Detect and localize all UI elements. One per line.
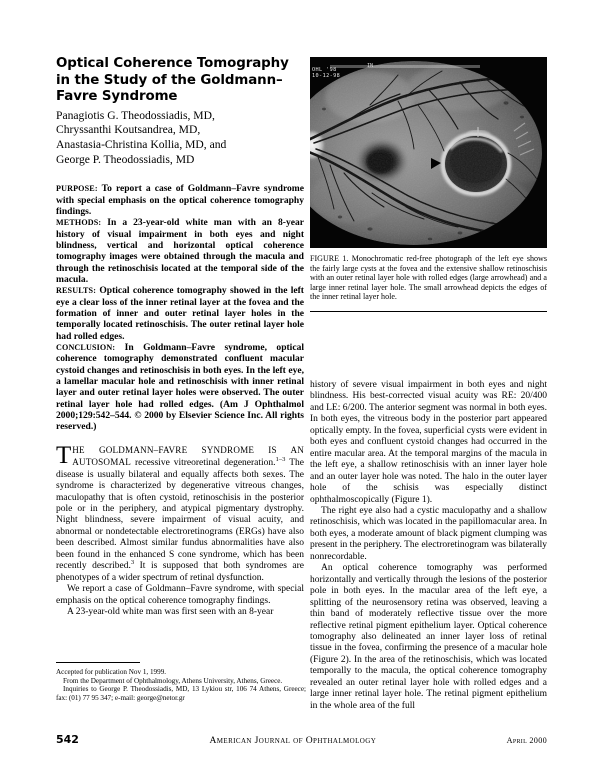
reference-marker: 1–3 xyxy=(275,456,286,464)
abstract-results-text: Optical coherence tomography showed in the left eye a clear loss of the inner retinal layer at the fovea and the formation of inner and outer retinal layer holes in the temporally located retinoschisis. The outer retinal layer hole had rolled edges. xyxy=(56,285,304,342)
abstract-methods xyxy=(56,217,304,285)
camera-timestamp-overlay xyxy=(312,67,340,80)
figure-label: FIGURE 1. xyxy=(310,254,349,263)
body-paragraph: A 23-year-old white man was first seen with an 8-year xyxy=(67,607,274,618)
author-name: Panagiotis G. Theodossiadis, MD, xyxy=(56,108,215,122)
body-text-run: recessive vitreoretinal degeneration. xyxy=(134,458,276,469)
figure-caption xyxy=(310,254,547,302)
abstract-conclusion-label: CONCLUSION: xyxy=(56,342,116,352)
body-text-run: It is supposed that both syndromes are phenotypes of a wider spectrum of retinal dysfunction. xyxy=(56,561,304,583)
author-name: Chryssanthi Koutsandrea, MD, xyxy=(56,123,201,137)
left-body-text xyxy=(56,441,304,619)
footnote-affiliation: From the Department of Ophthalmology, Athens University, Athens, Greece. xyxy=(63,676,283,685)
reference-marker: 3 xyxy=(130,559,135,567)
footnote-inquiries: Inquiries to George P. Theodossiadis, MD, 13 Lykiou str, 106 74 Athens, Greece; fax: (01) 77 95 347; e-mail: george@netor.gr xyxy=(56,685,306,702)
issue-date: April 2000 xyxy=(506,736,547,745)
body-paragraph: history of severe visual impairment in both eyes and night blindness. His best-corrected visual acuity was RE: 20/400 and LE: 6/200. The anterior segment was normal in both eyes. In both eyes, the vitreous body in the posterior part appeared optically empty. In the fovea, superficial cysts were evident in both eyes and confluent cystoid changes had occurred in the entire macular area. At the temporal margins of the macula in the left eye, a shallow retinoschisis with an inner layer hole and an outer layer hole was noted. The halo in the outer layer hole of the schisis was especially distinct ophthalmoscopically (Figure 1). xyxy=(310,380,547,505)
footnote-accepted: Accepted for publication Nov 1, 1999. xyxy=(56,668,167,676)
body-text-run: The disease is usually bilateral and equally affects both sexes. The syndrome is characterized by degenerative vitreous changes, maculopathy that is often cystoid, retinoschisis in the posterior pole or in the periphery, and atypical pigmentary dystrophy. Night blindness, severe impairment of visual acuity, and abnormal or nondetectable electroretinograms (ERGs) have also been described. Almost similar fundus abnormalities have also been found in the enhanced S cone syndrome, which has been recently described. xyxy=(56,458,304,572)
figure-caption-text: Monochromatic red-free photograph of the left eye shows the fairly large cysts at the fovea and the extensive shallow retinoschisis with an outer retinal layer hole with rolled edges (large arrowhead) and a large inner retinal layer hole. The small arrowhead depicts the edges of the inner retinal layer hole. xyxy=(310,254,547,302)
footnote-block xyxy=(56,668,306,702)
page-title: Optical Coherence Tomography in the Study of the Goldmann–Favre Syndrome xyxy=(56,56,289,105)
abstract-methods-text: In a 23-year-old white man with an 8-year history of visual impairment in both eyes and night blindness, vertical and horizontal optical coherence tomography images were obtained through the macula and through the retinoschisis located at the temporal side of the macula. xyxy=(56,217,304,285)
body-paragraph xyxy=(56,441,304,584)
page-footer xyxy=(56,733,547,746)
drop-cap: T xyxy=(56,441,72,469)
abstract-methods-label: METHODS: xyxy=(56,218,102,228)
fundus-image xyxy=(310,57,547,248)
abstract-conclusion-text: In Goldmann–Favre syndrome, optical coherence tomography demonstrated confluent macular cystoid changes and retinoschisis in both eyes. In the left eye, a lamellar macular hole and retinoschisis with inner retinal layer and outer retinal layer holes were observed. The outer retinal layer hole had rolled edges. xyxy=(56,341,304,410)
osd-line-2: 10-12-98 xyxy=(312,73,341,80)
abstract-results-label: RESULTS: xyxy=(56,286,97,296)
left-column xyxy=(56,56,304,619)
author-name: George P. Theodossiadis, MD xyxy=(56,152,195,166)
abstract-purpose-label: PURPOSE: xyxy=(56,184,98,194)
abstract xyxy=(56,183,304,433)
opening-smallcaps: HE GOLDMANN–FAVRE SYNDROME IS AN AUTOSOMAL xyxy=(72,444,304,468)
author-name: Anastasia-Christina Kollia, MD, and xyxy=(56,137,227,151)
author-list xyxy=(56,109,304,167)
figure-1 xyxy=(310,57,547,312)
abstract-purpose-text: To report a case of Goldmann–Favre syndrome with special emphasis on the optical coherence tomography findings. xyxy=(56,183,304,217)
osd-marker: IN xyxy=(367,63,374,69)
abstract-conclusion xyxy=(56,342,304,433)
fundus-photograph xyxy=(310,57,547,248)
right-column xyxy=(310,380,547,712)
figure-divider xyxy=(310,311,547,312)
abstract-results xyxy=(56,285,304,342)
body-paragraph: The right eye also had a cystic maculopathy and a shallow retinoschisis, which was located in the papillomacular area. In both eyes, a moderate amount of black pigment clumping was present in the periphery. The electroretinogram was bilaterally nonrecordable. xyxy=(310,505,547,562)
body-paragraph: We report a case of Goldmann–Favre syndrome, with special emphasis on the optical coherence tomography findings. xyxy=(56,584,304,606)
osd-line-1: OHL '98 xyxy=(312,67,337,73)
journal-title: American Journal of Ophthalmology xyxy=(209,735,377,746)
right-body-text xyxy=(310,380,547,712)
footnote-divider xyxy=(56,662,140,663)
body-paragraph: An optical coherence tomography was performed horizontally and vertically through the lesions of the posterior pole in both eyes. In the macular area of the left eye, a splitting of the neurosensory retina was observed, leaving a thin band of moderately reflective tissue over the more reflective retinal pigment epithelium layer. Optical coherence tomography also delineated an inner layer loss of retinal tissue in the fovea, confirming the presence of a macular hole (Figure 2). In the area of the retinoschisis, which was located temporally to the macula, the optical coherence tomography revealed an outer retinal layer hole with rolled edges and a large inner retinal layer hole. The retinal pigment epithelium in the whole area of the full xyxy=(310,563,547,711)
page-number: 542 xyxy=(56,733,79,746)
abstract-citation: (Am J Ophthalmol 2000;129:542–544. © 2000 by Elsevier Science Inc. All rights reserved.) xyxy=(56,398,304,433)
abstract-purpose xyxy=(56,183,304,217)
